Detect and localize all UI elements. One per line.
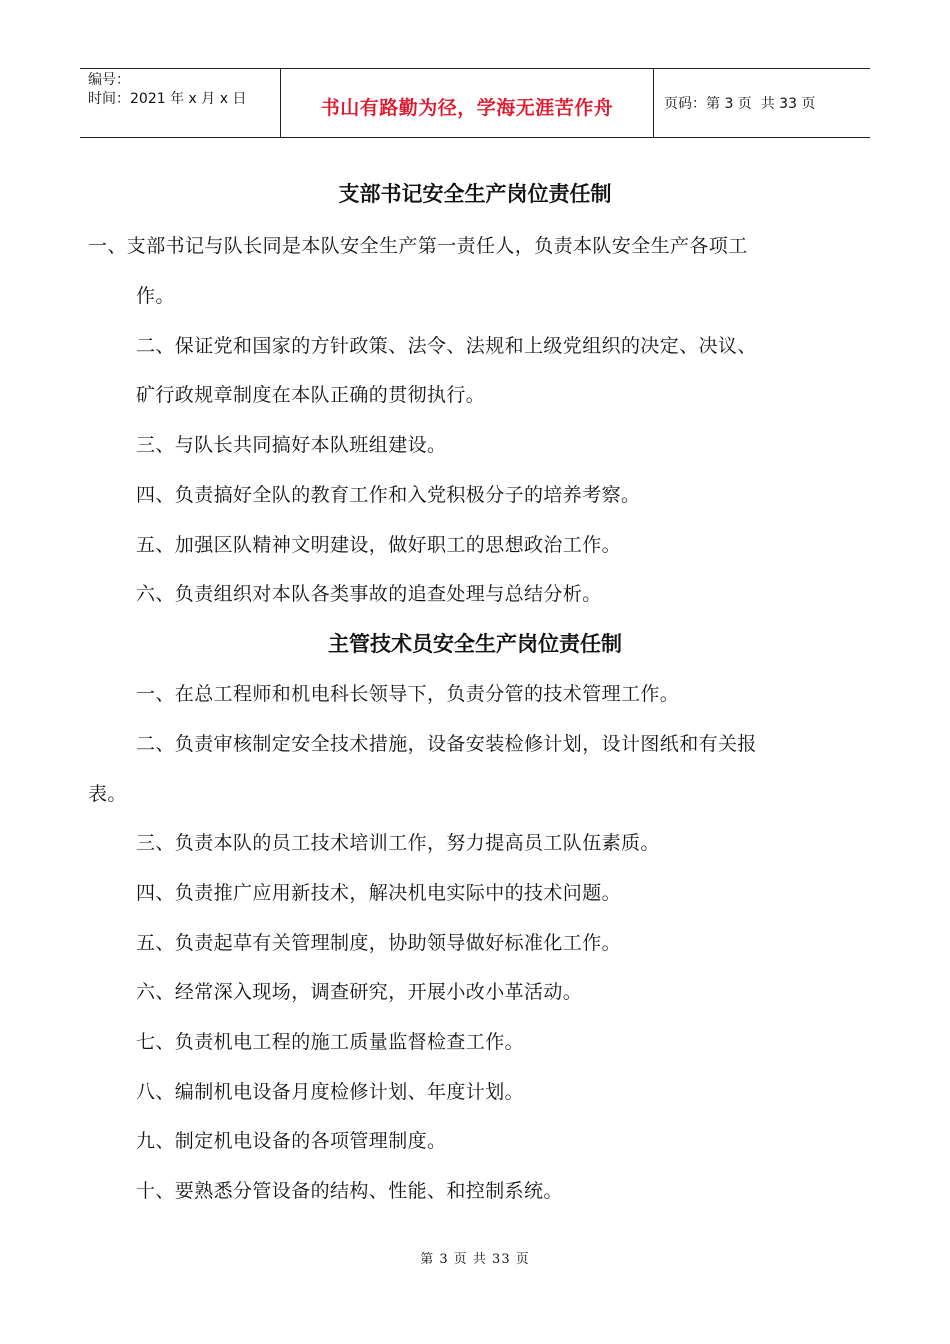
document-time-label: 时间：2021 年 x 月 x 日 [88, 91, 247, 107]
header-page-cell [654, 69, 870, 137]
page-footer: 第 3 页 共 33 页 [420, 1252, 530, 1267]
header-motto-cell [281, 69, 654, 137]
paragraph: 六、经常深入现场，调查研究，开展小改小革活动。 [136, 981, 583, 1003]
paragraph: 十、要熟悉分管设备的结构、性能、和控制系统。 [136, 1180, 563, 1202]
header-page-info: 页码：第 3 页 共 33 页 [664, 96, 816, 112]
paragraph: 矿行政规章制度在本队正确的贯彻执行。 [136, 384, 486, 406]
paragraph: 五、加强区队精神文明建设，做好职工的思想政治工作。 [136, 534, 622, 556]
page-header [80, 68, 870, 138]
paragraph: 四、负责搞好全队的教育工作和入党积极分子的培养考察。 [136, 484, 641, 506]
paragraph: 七、负责机电工程的施工质量监督检查工作。 [136, 1031, 525, 1053]
section-title-party-secretary: 支部书记安全生产岗位责任制 [338, 182, 612, 206]
paragraph: 九、制定机电设备的各项管理制度。 [136, 1130, 447, 1152]
paragraph: 二、负责审核制定安全技术措施，设备安装检修计划，设计图纸和有关报 [136, 733, 757, 755]
paragraph: 一、支部书记与队长同是本队安全生产第一责任人，负责本队安全生产各项工 [88, 235, 748, 257]
document-number-label: 编号： [88, 72, 130, 88]
header-motto: 书山有路勤为径，学海无涯苦作舟 [320, 96, 614, 119]
paragraph: 三、负责本队的员工技术培训工作，努力提高员工队伍素质。 [136, 832, 660, 854]
paragraph: 一、在总工程师和机电科长领导下，负责分管的技术管理工作。 [136, 683, 680, 705]
paragraph: 二、保证党和国家的方针政策、法令、法规和上级党组织的决定、决议、 [136, 335, 757, 357]
paragraph: 五、负责起草有关管理制度，协助领导做好标准化工作。 [136, 932, 622, 954]
paragraph: 八、编制机电设备月度检修计划、年度计划。 [136, 1081, 525, 1103]
header-meta-cell [80, 69, 281, 137]
paragraph: 六、负责组织对本队各类事故的追查处理与总结分析。 [136, 583, 602, 605]
paragraph: 表。 [88, 783, 127, 805]
paragraph: 四、负责推广应用新技术，解决机电实际中的技术问题。 [136, 882, 622, 904]
paragraph: 三、与队长共同搞好本队班组建设。 [136, 434, 447, 456]
paragraph: 作。 [136, 285, 175, 307]
section-title-technician: 主管技术员安全生产岗位责任制 [328, 632, 622, 656]
